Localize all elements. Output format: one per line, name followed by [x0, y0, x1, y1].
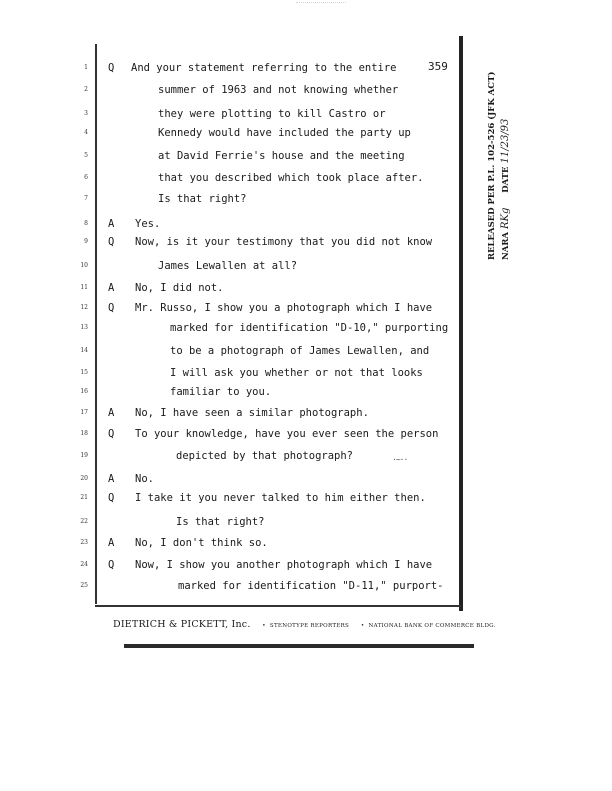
- stamp-date-label: DATE: [501, 166, 511, 193]
- transcript-line: [0, 189, 612, 209]
- line-text: Is that right?: [176, 516, 265, 528]
- line-text: Yes.: [135, 218, 161, 230]
- speaker-label: Q: [108, 492, 115, 504]
- line-number: 18: [80, 430, 88, 437]
- release-stamp: [485, 60, 517, 260]
- line-number: 8: [84, 220, 88, 227]
- line-number: 13: [80, 324, 88, 331]
- speaker-label: Q: [108, 302, 115, 314]
- transcript-line: [0, 363, 612, 383]
- line-text: I will ask you whether or not that looks: [170, 367, 423, 379]
- line-text: James Lewallen at all?: [158, 260, 298, 272]
- line-text: marked for identification "D-11," purport-: [178, 580, 444, 592]
- speaker-label: Q: [108, 236, 115, 248]
- line-number: 17: [80, 409, 88, 416]
- line-text: to be a photograph of James Lewallen, and: [170, 345, 430, 357]
- line-text: No, I don't think so.: [135, 537, 268, 549]
- speaker-label: Q: [108, 559, 115, 571]
- line-number: 2: [84, 86, 88, 93]
- top-edge-mark: [296, 2, 346, 9]
- speaker-label: A: [108, 282, 115, 294]
- transcript-line: [0, 382, 612, 402]
- speaker-label: Q: [108, 428, 115, 440]
- footer-service: STENOTYPE REPORTERS: [269, 623, 350, 629]
- line-text: that you described which took place after.: [158, 172, 424, 184]
- speaker-label: A: [108, 407, 115, 419]
- stamp-nara-initials: RKg: [500, 207, 511, 229]
- line-number: 16: [80, 388, 88, 395]
- line-text: To your knowledge, have you ever seen the person: [135, 428, 439, 440]
- transcript-line: [0, 214, 612, 234]
- transcript-line: [0, 104, 612, 124]
- line-text: No.: [135, 473, 154, 485]
- transcript-line: [0, 232, 612, 252]
- transcript-line: [0, 256, 612, 276]
- line-number: 6: [84, 174, 88, 181]
- line-number: 5: [84, 152, 88, 159]
- transcript-line: [0, 469, 612, 489]
- line-text: summer of 1963 and not knowing whether: [158, 84, 399, 96]
- line-text: I take it you never talked to him either then.: [135, 492, 426, 504]
- line-text: Kennedy would have included the party up: [158, 127, 411, 139]
- transcript-line: [0, 146, 612, 166]
- line-number: 1: [84, 64, 88, 71]
- page-footer: DIETRICH & PICKETT, Inc. • STENOTYPE REPORTERS • NATIONAL BANK OF COMMERCE BLDG.: [113, 619, 496, 630]
- transcript-line: [0, 298, 612, 318]
- line-number: 22: [80, 518, 88, 525]
- line-text: Now, I show you another photograph which I have: [135, 559, 433, 571]
- line-text: they were plotting to kill Castro or: [158, 108, 386, 120]
- transcript-line: [0, 80, 612, 100]
- transcript-line: [0, 446, 612, 466]
- line-text: familiar to you.: [170, 386, 272, 398]
- transcript-line: [0, 512, 612, 532]
- page-number: 359: [428, 60, 448, 73]
- line-text: And your statement referring to the entire: [131, 62, 397, 74]
- line-text: No, I have seen a similar photograph.: [135, 407, 369, 419]
- line-number: 12: [80, 304, 88, 311]
- stamp-nara-label: NARA: [501, 231, 511, 260]
- line-text: marked for identification "D-10," purporting: [170, 322, 449, 334]
- line-number: 25: [80, 582, 88, 589]
- line-text: No, I did not.: [135, 282, 224, 294]
- line-text: Is that right?: [158, 193, 247, 205]
- transcript-line: [0, 403, 612, 423]
- line-number: 23: [80, 539, 88, 546]
- line-number: 24: [80, 561, 88, 568]
- speaker-label: A: [108, 218, 115, 230]
- stamp-date-value: 11/23/93: [500, 118, 511, 164]
- line-number: 11: [80, 284, 88, 291]
- transcript-line: [0, 318, 612, 338]
- speaker-label: A: [108, 537, 115, 549]
- stamp-release-line: RELEASED PER P.L. 102-526 (JFK ACT): [487, 71, 497, 260]
- line-number: 21: [80, 494, 88, 501]
- line-number: 4: [84, 129, 88, 136]
- line-number: 3: [84, 110, 88, 117]
- speaker-label: Q: [108, 62, 115, 74]
- speaker-label: A: [108, 473, 115, 485]
- line-text: Now, is it your testimony that you did not know: [135, 236, 433, 248]
- line-text: depicted by that photograph?: [176, 450, 354, 462]
- line-number: 14: [80, 347, 88, 354]
- transcript-line: [0, 424, 612, 444]
- transcript-line: [0, 123, 612, 143]
- transcript-line: [0, 576, 612, 596]
- footer-firm: DIETRICH & PICKETT, Inc.: [113, 619, 251, 630]
- line-number: 15: [80, 369, 88, 376]
- line-number: 10: [80, 262, 88, 269]
- footer-address: NATIONAL BANK OF COMMERCE BLDG.: [368, 623, 496, 629]
- line-number: 19: [80, 452, 88, 459]
- transcript-line: [0, 278, 612, 298]
- bottom-rule: [124, 644, 474, 648]
- transcript-line: [0, 488, 612, 508]
- line-number: 7: [84, 195, 88, 202]
- line-number: 9: [84, 238, 88, 245]
- line-text: Mr. Russo, I show you a photograph which I have: [135, 302, 433, 314]
- pen-mark: ·~··: [392, 455, 408, 464]
- transcript-line: [0, 533, 612, 553]
- line-text: at David Ferrie's house and the meeting: [158, 150, 405, 162]
- transcript-line: [0, 58, 612, 78]
- transcript-line: [0, 168, 612, 188]
- page-frame-bottom: [95, 605, 461, 607]
- line-number: 20: [80, 475, 88, 482]
- transcript-line: [0, 341, 612, 361]
- transcript-line: [0, 555, 612, 575]
